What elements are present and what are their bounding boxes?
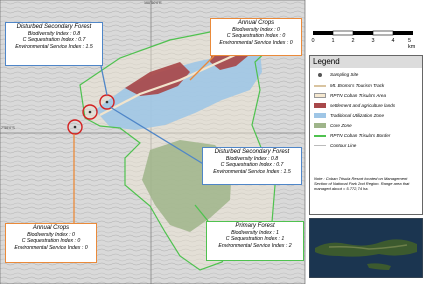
- scale-tick-label: 5 km: [408, 38, 416, 50]
- legend-item-label: settlement and agriculture lands: [330, 103, 396, 108]
- callout-title: Primary Forest: [235, 223, 275, 229]
- legend-note: Note : Coban Trisula Resort located on Management Section of National Park 2nd Region. Range area that managed about = 5.772,74 ha.: [314, 176, 410, 191]
- legend-title: Legend: [310, 56, 422, 68]
- legend-item-label: RPTN Coban Trisula's Border: [330, 133, 391, 138]
- sampling-site-symbol: [314, 72, 326, 77]
- callout-line: C Sequestration Index : 0: [21, 238, 81, 245]
- callout-primary-forest: [206, 221, 304, 261]
- callout-line: Environmental Service Index : 0: [219, 39, 293, 46]
- callout-line: Environmental Service Index : 2: [218, 242, 292, 249]
- legend-item-label: Mt. Bromo's Tourism Track: [330, 83, 385, 88]
- callout-line: C Sequestration Index : 0.7: [22, 37, 86, 44]
- callout-disturbed-forest-right: [202, 147, 302, 185]
- sampling-site-point: [89, 111, 92, 114]
- callout-line: C Sequestration Index : 0.7: [220, 162, 284, 169]
- callout-line: Biodiversity Index : 0: [232, 27, 280, 33]
- callout-disturbed-forest-top: [5, 22, 103, 66]
- sampling-site-point: [106, 101, 109, 104]
- inset-satellite-map: [309, 218, 423, 278]
- legend-item-label: Sampling Site: [330, 72, 359, 77]
- scale-bar-graphic: [309, 27, 423, 39]
- scale-tick-label: 2: [351, 38, 355, 44]
- callout-line: Environmental Service Index : 1.5: [15, 43, 93, 50]
- callout-annual-crops-top: [210, 18, 302, 56]
- scale-tick-label: 3: [371, 38, 375, 44]
- coordinate-label-top: 100°50'0"E: [144, 1, 162, 5]
- legend-item-rptn-area: [314, 93, 386, 98]
- rptn-area-swatch: [314, 93, 326, 98]
- settlement-swatch: [314, 103, 326, 108]
- callout-line: C Sequestration Index : 0: [226, 33, 286, 40]
- scale-tick-label: 4: [391, 38, 395, 44]
- sampling-site-point: [74, 126, 77, 129]
- scale-tick-label: 0: [311, 38, 315, 44]
- callout-line: Environmental Service Index : 1.5: [213, 168, 291, 175]
- legend-item-sampling-site: [314, 72, 358, 77]
- utilization-zone-swatch: [314, 113, 326, 118]
- legend-item-settlement: [314, 103, 395, 108]
- callout-title: Annual Crops: [237, 20, 275, 26]
- legend-item-rptn-border: [314, 133, 390, 138]
- callout-line: Biodiversity Index : 0: [27, 232, 75, 238]
- callout-line: C Sequestration Index : 1: [225, 236, 285, 243]
- callout-annual-crops-bottom: [5, 223, 97, 263]
- legend-item-label: Traditional Utilization Zone: [330, 113, 385, 118]
- core-zone-swatch: [314, 123, 326, 128]
- scale-tick-label: 1: [331, 38, 335, 44]
- callout-line: Biodiversity Index : 0.8: [225, 156, 279, 162]
- legend-item-label: Core Zone: [330, 123, 352, 128]
- legend-panel: [309, 55, 423, 215]
- callout-title: Disturbed Secondary Forest: [16, 24, 92, 30]
- legend-item-tourism-track: [314, 83, 384, 88]
- tourism-track-swatch: [314, 85, 326, 87]
- callout-line: Biodiversity Index : 1: [231, 230, 279, 236]
- legend-item-contour-line: [314, 143, 356, 148]
- legend-item-label: RPTN Coban Trisula's Area: [330, 93, 387, 98]
- legend-item-core-zone: [314, 123, 352, 128]
- callout-line: Environmental Service Index : 0: [14, 244, 88, 251]
- coordinate-label-left: 7°55'0"S: [1, 126, 15, 130]
- legend-item-utilization-zone: [314, 113, 384, 118]
- scale-bar: [309, 26, 423, 50]
- callout-title: Disturbed Secondary Forest: [214, 149, 290, 155]
- callout-title: Annual Crops: [32, 225, 70, 231]
- callout-line: Biodiversity Index : 0.8: [27, 31, 81, 37]
- legend-item-label: Contour Line: [330, 143, 357, 148]
- rptn-border-swatch: [314, 135, 326, 137]
- contour-line-swatch: [314, 145, 326, 146]
